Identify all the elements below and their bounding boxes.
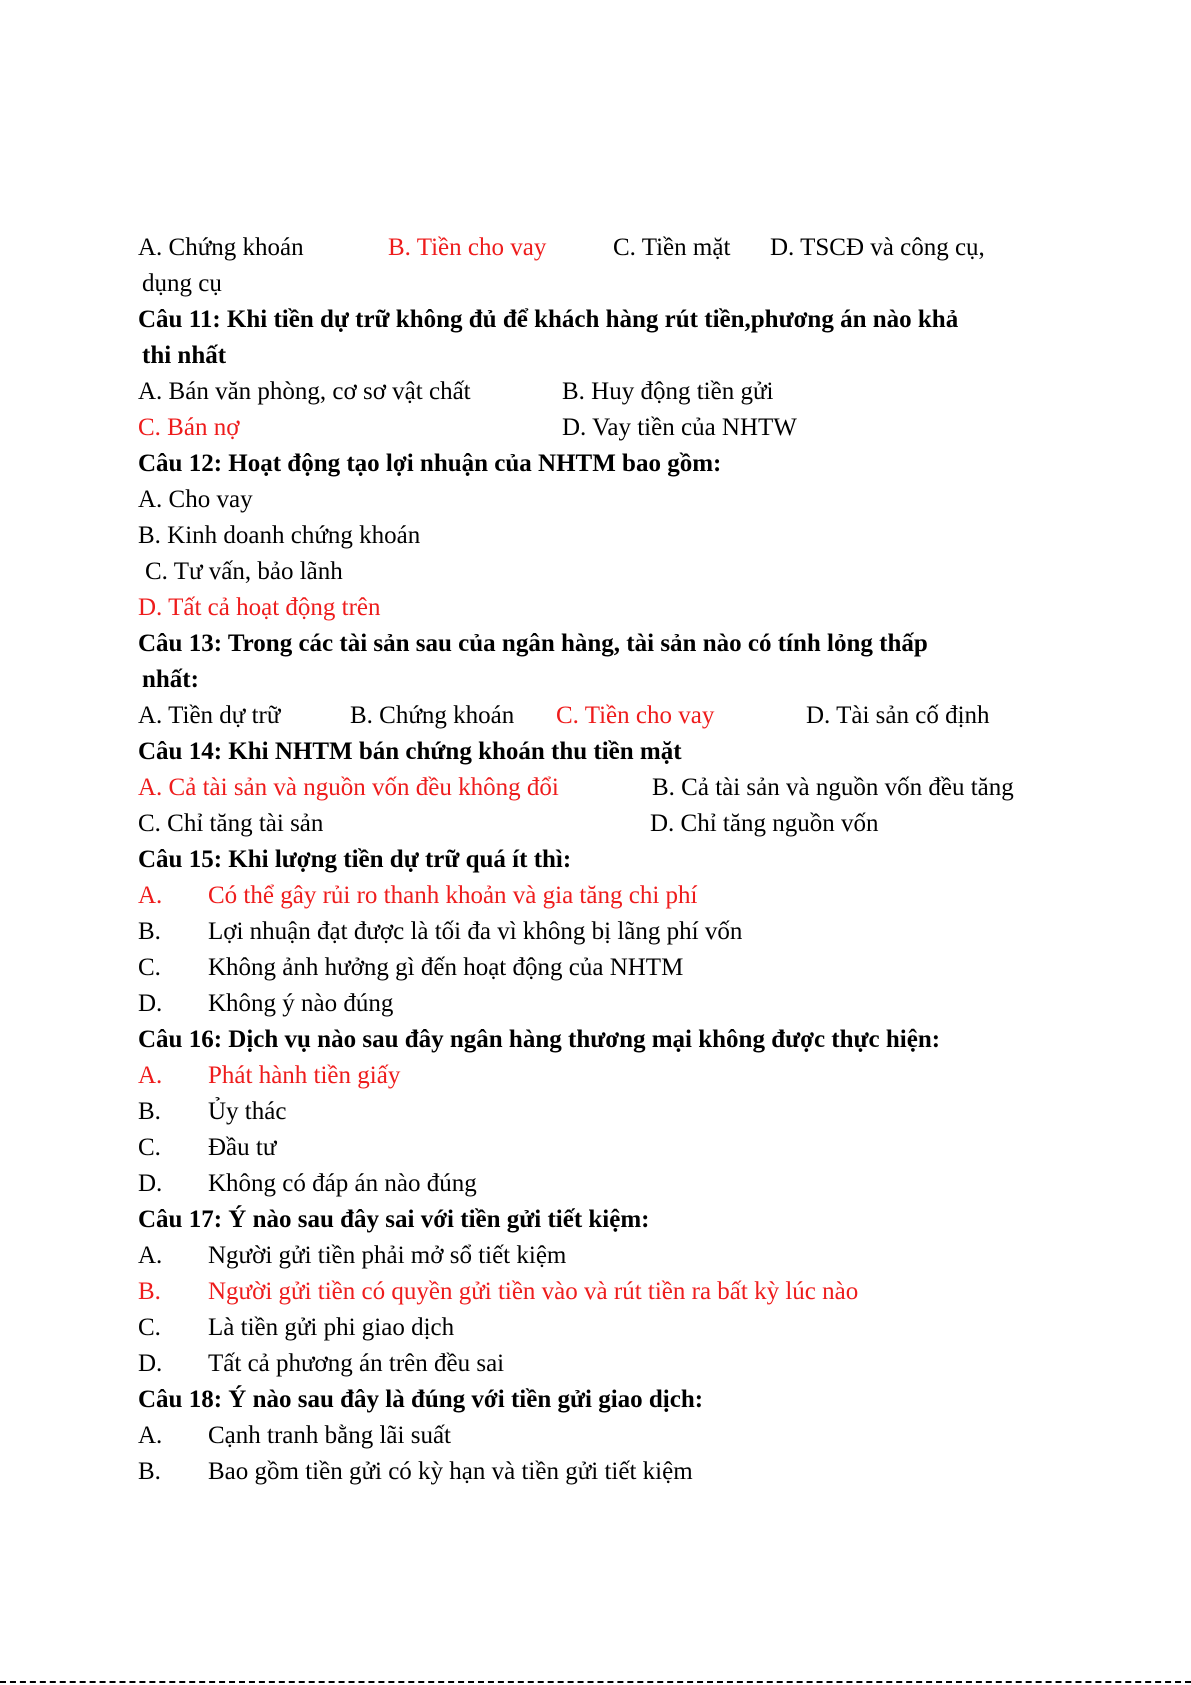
q15-title: Câu 15: Khi lượng tiền dự trữ quá ít thì: — [138, 846, 572, 873]
q14-option-d: D. Chỉ tăng nguồn vốn — [650, 810, 879, 837]
q14-option-b: B. Cả tài sản và nguồn vốn đều tăng — [652, 774, 1014, 801]
q10-option-b-answer: B. Tiền cho vay — [388, 234, 547, 261]
q11-title: Câu 11: Khi tiền dự trữ không đủ để khách hàng rút tiền,phương án nào khả — [138, 306, 959, 333]
q12-option-b: B. Kinh doanh chứng khoán — [138, 522, 421, 549]
q16-option-text-answer: Phát hành tiền giấy — [208, 1062, 401, 1089]
q14-option-c: C. Chỉ tăng tài sản — [138, 810, 324, 837]
q17-option-text-answer: Người gửi tiền có quyền gửi tiền vào và rút tiền ra bất kỳ lúc nào — [208, 1278, 859, 1305]
q15-option-text: Lợi nhuận đạt được là tối đa vì không bị lãng phí vốn — [208, 918, 743, 945]
q11-option-d: D. Vay tiền của NHTW — [562, 414, 797, 441]
q12-title: Câu 12: Hoạt động tạo lợi nhuận của NHTM bao gồm: — [138, 450, 722, 477]
q13-option-d: D. Tài sản cố định — [806, 702, 990, 729]
q17-option-label: B. — [138, 1278, 161, 1305]
q17-option-text: Là tiền gửi phi giao dịch — [208, 1314, 455, 1341]
page-bottom-divider — [0, 1681, 1191, 1683]
q15-option-label: D. — [138, 990, 163, 1017]
q17-option-label: A. — [138, 1242, 163, 1269]
q18-option-label: A. — [138, 1422, 163, 1449]
q13-option-b: B. Chứng khoán — [350, 702, 515, 729]
q12-option-a: A. Cho vay — [138, 486, 253, 513]
q16-option-label: C. — [138, 1134, 161, 1161]
q18-option-label: B. — [138, 1458, 161, 1485]
q14-title: Câu 14: Khi NHTM bán chứng khoán thu tiền mặt — [138, 738, 682, 765]
q10-option-d: D. TSCĐ và công cụ, — [770, 234, 985, 261]
q11-option-b: B. Huy động tiền gửi — [562, 378, 774, 405]
q12-option-d-answer: D. Tất cả hoạt động trên — [138, 594, 381, 621]
q16-option-text: Ủy thác — [208, 1098, 287, 1125]
q15-option-label: A. — [138, 882, 163, 909]
q17-option-label: C. — [138, 1314, 161, 1341]
q12-option-c: C. Tư vấn, bảo lãnh — [145, 558, 343, 585]
q16-option-label: D. — [138, 1170, 163, 1197]
q15-option-text: Không ý nào đúng — [208, 990, 394, 1017]
q13-title: Câu 13: Trong các tài sản sau của ngân hàng, tài sản nào có tính lỏng thấp — [138, 630, 928, 657]
q18-option-text: Cạnh tranh bằng lãi suất — [208, 1422, 451, 1449]
q17-option-text: Tất cả phương án trên đều sai — [208, 1350, 505, 1377]
q17-option-label: D. — [138, 1350, 163, 1377]
q16-option-text: Không có đáp án nào đúng — [208, 1170, 477, 1197]
q17-title: Câu 17: Ý nào sau đây sai với tiền gửi tiết kiệm: — [138, 1206, 650, 1233]
q11-option-a: A. Bán văn phòng, cơ sơ vật chất — [138, 378, 471, 405]
q13-option-c-answer: C. Tiền cho vay — [556, 702, 715, 729]
q15-option-text-answer: Có thể gây rủi ro thanh khoản và gia tăng chi phí — [208, 882, 698, 909]
q15-option-text: Không ảnh hưởng gì đến hoạt động của NHTM — [208, 954, 684, 981]
q10-option-d-cont: dụng cụ — [142, 270, 222, 297]
q13-option-a: A. Tiền dự trữ — [138, 702, 281, 729]
q16-option-label: B. — [138, 1098, 161, 1125]
q10-option-a: A. Chứng khoán — [138, 234, 304, 261]
q15-option-label: B. — [138, 918, 161, 945]
q10-option-c: C. Tiền mặt — [613, 234, 731, 261]
q16-option-label: A. — [138, 1062, 163, 1089]
q18-title: Câu 18: Ý nào sau đây là đúng với tiền gửi giao dịch: — [138, 1386, 704, 1413]
q15-option-label: C. — [138, 954, 161, 981]
q17-option-text: Người gửi tiền phải mở sổ tiết kiệm — [208, 1242, 567, 1269]
q14-option-a-answer: A. Cả tài sản và nguồn vốn đều không đổi — [138, 774, 559, 801]
q13-title-cont: nhất: — [142, 666, 199, 693]
q16-option-text: Đầu tư — [208, 1134, 277, 1161]
q11-title-cont: thi nhất — [142, 342, 227, 369]
q16-title: Câu 16: Dịch vụ nào sau đây ngân hàng thương mại không được thực hiện: — [138, 1026, 941, 1053]
q18-option-text: Bao gồm tiền gửi có kỳ hạn và tiền gửi tiết kiệm — [208, 1458, 693, 1485]
q11-option-c-answer: C. Bán nợ — [138, 414, 240, 441]
